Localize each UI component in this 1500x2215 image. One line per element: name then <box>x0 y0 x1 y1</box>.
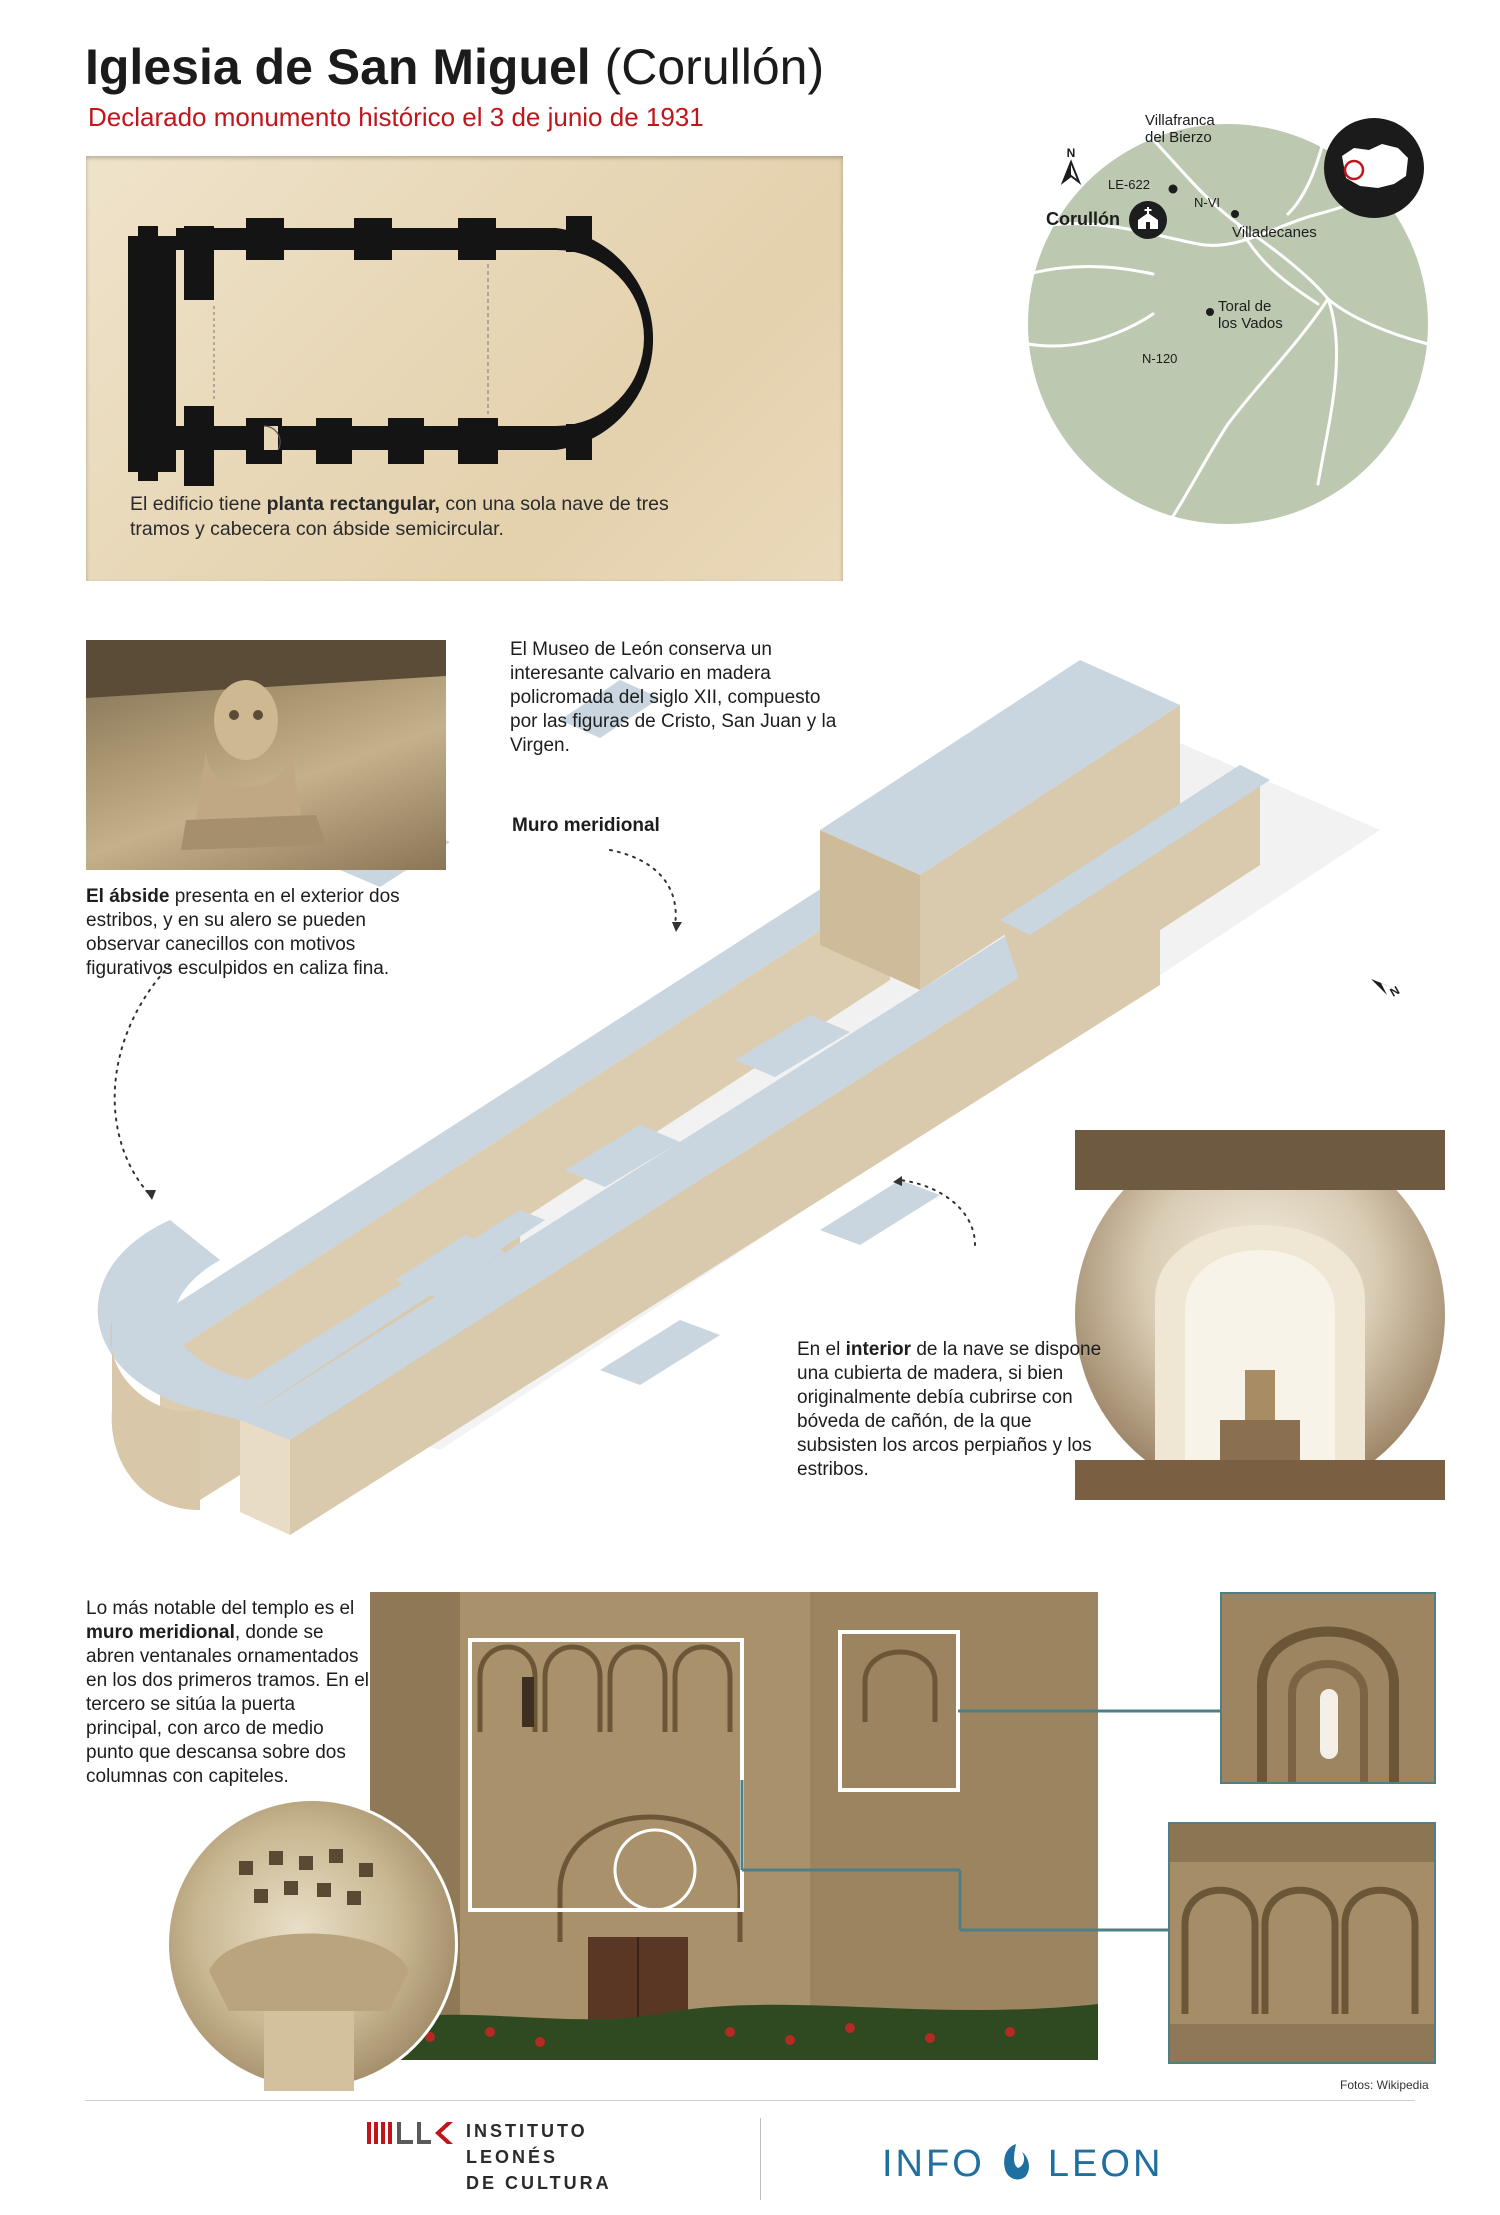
footer-divider <box>85 2100 1415 2101</box>
interior-text-end: de la nave se dispone una cubierta de madera, si bien originalmente debía cubrirse con bóveda de cañón, de la que subsisten los arcos perpiaños y los estribos. <box>797 1339 1102 1480</box>
map-label-villadecanes: Villadecanes <box>1232 224 1317 241</box>
abside-text: presenta en el exterior dos estribos, y en su alero se pueden observar canecillos con motivos figurativos esculpidos en caliza fina. <box>86 886 400 979</box>
map-label-nvi: N-VI <box>1194 195 1220 210</box>
map-label-toral: Toral de los Vados <box>1218 298 1283 332</box>
caption-text-end: con una sola nave de tres tramos y cabecera con ábside semicircular. <box>130 493 669 540</box>
map-label-n120: N-120 <box>1142 351 1178 366</box>
arcade-detail-photo <box>1168 1822 1436 2064</box>
window-detail-photo <box>1220 1592 1436 1784</box>
ilc-logo-text <box>466 2118 612 2196</box>
north-arrow-icon <box>1059 146 1083 186</box>
title-main: Iglesia de San Miguel <box>85 39 591 95</box>
ilc-logo-icon <box>367 2122 455 2144</box>
photo-credit: Fotos: Wikipedia <box>1340 2078 1429 2092</box>
map-label-villafranca: Villafranca del Bierzo <box>1145 112 1215 146</box>
church-icon <box>1129 201 1167 239</box>
page-title <box>85 38 824 96</box>
capital-detail-photo <box>166 1798 458 2090</box>
muro-text-end: , donde se abren ventanales ornamentados en los dos primeros tramos. En el tercero se sitúa la puerta principal, con arco de medio punto que descansa sobre dos columnas con capiteles. <box>86 1622 370 1787</box>
interior-annotation <box>797 1338 1117 1482</box>
north-label: N <box>1066 146 1076 160</box>
svg-text:N: N <box>1387 983 1403 1000</box>
abside-bold: El ábside <box>86 886 170 907</box>
museo-annotation: El Museo de León conserva un interesante calvario en madera policromada del siglo XII, compuesto por las figuras de Cristo, San Juan y la Virgen. <box>510 639 837 756</box>
page-subtitle: Declarado monumento histórico el 3 de junio de 1931 <box>88 102 704 132</box>
caption-bold: planta rectangular, <box>266 493 440 515</box>
caption-text: El edificio tiene <box>130 493 267 515</box>
interior-bold: interior <box>845 1339 912 1360</box>
map-label-corullon: Corullón <box>1046 209 1120 229</box>
footer-logo-divider <box>760 2118 761 2200</box>
title-location: (Corullón) <box>604 39 825 95</box>
floor-plan-caption <box>130 492 690 542</box>
muro-bold: muro meridional <box>86 1622 235 1643</box>
infoleon-left: INFO <box>882 2143 985 2185</box>
ilc-line-3: DE CULTURA <box>466 2173 612 2193</box>
muro-meridional-label: Muro meridional <box>512 815 660 836</box>
ilc-line-2: LEONÉS <box>466 2147 559 2167</box>
compass-icon <box>1371 979 1402 1000</box>
infoleon-right: LEON <box>1047 2143 1164 2185</box>
corbel-photo <box>86 640 446 870</box>
interior-text: En el <box>797 1339 846 1360</box>
lion-icon <box>998 2142 1034 2182</box>
infoleon-logo <box>882 2142 1163 2186</box>
province-inset-map <box>1324 118 1424 218</box>
west-end <box>820 660 1270 1015</box>
ilc-line-1: INSTITUTO <box>466 2121 588 2141</box>
muro-text: Lo más notable del templo es el <box>86 1598 355 1619</box>
abside-annotation <box>86 885 426 981</box>
interior-photo <box>1075 1130 1445 1500</box>
map-label-le622: LE-622 <box>1108 177 1150 192</box>
